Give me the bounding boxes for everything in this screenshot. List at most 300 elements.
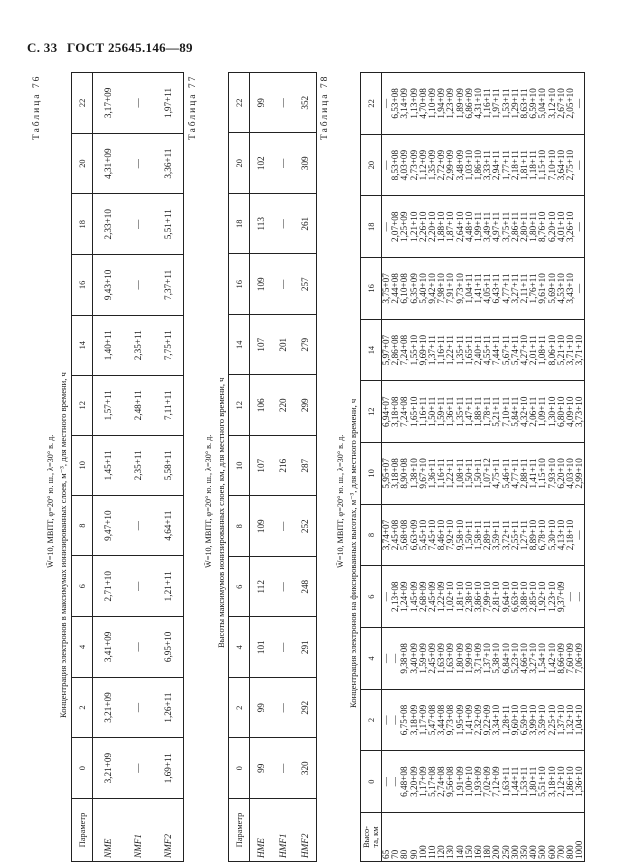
value-cell: — [575,196,585,258]
value-cell: 2,99+10 [575,443,585,505]
value-cell: 2,73+09 [410,134,419,196]
page-header [27,40,199,56]
value-cell: 3,71+10 [575,319,585,381]
value-cell: — [391,628,400,690]
value-cell: 216 [272,436,294,497]
hour-header: 2 [361,689,382,751]
value-cell: 3,18+08 [391,381,400,443]
hour-header: 4 [229,617,250,678]
value-cell: 2,12+10 [557,751,566,813]
value-cell: 4,31+09 [93,133,124,194]
value-cell: 7,24+08 [400,381,409,443]
value-cell: 1,21+10 [410,196,419,258]
value-cell: 1,44+11 [511,751,520,813]
value-cell: 3,59+10 [538,689,547,751]
value-cell: 1,07+12 [483,443,492,505]
height-cell: 200 [492,813,501,862]
value-cell: 1,97+11 [153,73,184,134]
value-cell: 6,80+10 [557,381,566,443]
value-cell: 2,94+11 [492,134,501,196]
hour-header: 22 [72,73,93,134]
value-cell: — [123,194,153,255]
value-cell: 3,18+09 [410,689,419,751]
value-cell: 1,55+10 [410,319,419,381]
hour-header: 14 [72,315,93,375]
value-cell: 1,81+11 [520,134,529,196]
param-header: Параметр [72,799,93,862]
value-cell: 4,31+10 [474,73,483,135]
value-cell: 109 [250,254,273,315]
value-cell: 7,37+11 [153,255,184,316]
value-cell: 9,42+10 [428,258,437,320]
value-cell: 3,71+09 [474,628,483,690]
value-cell: 1,91+09 [456,751,465,813]
value-cell: 1,00+10 [465,751,474,813]
value-cell: 1,15+10 [538,443,547,505]
value-cell: 1,16+11 [483,73,492,135]
value-cell: 6,63+10 [511,566,520,628]
value-cell: — [272,617,294,678]
value-cell: 2,35+11 [123,315,153,375]
value-cell: 7,11+11 [153,375,184,435]
value-cell: 2,85+10 [529,566,538,628]
height-cell: 110 [428,813,437,862]
param-cell: NMF2 [153,799,184,862]
table-76 [71,72,184,862]
value-cell: 1,92+10 [538,566,547,628]
value-cell: 4,75+11 [492,443,501,505]
value-cell: — [382,566,392,628]
value-cell: 1,26+11 [153,677,184,738]
value-cell: 6,53+08 [391,73,400,135]
value-cell: 3,20+09 [410,751,419,813]
hour-header: 22 [229,73,250,134]
value-cell: 1,63+09 [437,628,446,690]
value-cell: 1,63+09 [446,628,455,690]
value-cell: — [575,134,585,196]
param-cell: HMF1 [272,799,294,862]
value-cell: 9,47+10 [93,495,124,556]
value-cell: 1,13+09 [410,73,419,135]
height-cell: 90 [410,813,419,862]
hour-header: 18 [229,194,250,255]
value-cell: 9,64+10 [502,566,511,628]
value-cell: 9,43+10 [93,255,124,316]
value-cell: 107 [250,436,273,497]
value-cell: 3,49+11 [483,196,492,258]
height-cell: 600 [548,813,557,862]
value-cell: 1,25+09 [400,196,409,258]
value-cell: 2,64+10 [456,196,465,258]
value-cell: — [272,496,294,557]
value-cell: 1,94+09 [437,73,446,135]
value-cell: 7,98+10 [437,258,446,320]
value-cell: 1,95+09 [456,689,465,751]
header-row [72,73,93,862]
value-cell: 1,17+09 [419,689,428,751]
value-cell: 2,80+11 [520,196,529,258]
value-cell: 2,33+10 [93,194,124,255]
height-cell: 140 [456,813,465,862]
value-cell: 5,84+11 [511,381,520,443]
value-cell: 2,45+08 [391,504,400,566]
value-cell: 3,36+11 [153,133,184,194]
hour-header: 16 [229,254,250,315]
height-cell: 180 [483,813,492,862]
value-cell: 4,01+10 [557,196,566,258]
value-cell: 248 [294,557,317,618]
value-cell: 1,36+10 [575,751,585,813]
value-cell: 7,44+11 [492,319,501,381]
value-cell: 9,73+08 [446,689,455,751]
value-cell: 1,58+11 [474,504,483,566]
hour-header: 10 [72,435,93,495]
value-cell: 2,68+09 [419,566,428,628]
table-77-condition: W̄=10, МВПТ, φ=20° ю. ш., λ=30° в. д. [204,434,213,568]
value-cell: 287 [294,436,317,497]
value-cell: — [382,196,392,258]
value-cell: 1,99+11 [474,196,483,258]
value-cell: 3,74+07 [382,504,392,566]
value-cell: 3,73+10 [575,381,585,443]
value-cell: 1,89+09 [456,73,465,135]
value-cell: 5,68+08 [400,504,409,566]
hour-header: 20 [72,133,93,194]
value-cell: 2,48+11 [123,375,153,435]
value-cell: 1,80+11 [529,751,538,813]
value-cell: 2,99+09 [446,134,455,196]
value-cell: 3,21+09 [93,677,124,738]
value-cell: 1,16+11 [437,443,446,505]
value-cell: 2,32+09 [474,689,483,751]
value-cell: 9,22+09 [483,689,492,751]
hour-header: 16 [72,255,93,316]
hour-header: 16 [361,258,382,320]
value-cell: 4,55+11 [483,319,492,381]
value-cell: — [272,678,294,739]
value-cell: 291 [294,617,317,678]
hour-header: 10 [361,443,382,505]
value-cell: 7,06+09 [575,628,585,690]
hour-header: 2 [229,678,250,739]
value-cell: 1,16+11 [437,319,446,381]
value-cell: 1,18+11 [529,134,538,196]
header-row [361,73,382,862]
value-cell: — [382,73,392,135]
value-cell: 1,04+11 [465,258,474,320]
height-header: Высо- та, км [361,813,382,862]
table-row [272,73,294,862]
value-cell: 279 [294,315,317,376]
value-cell: 3,41+09 [93,617,124,678]
value-cell: 6,10+08 [400,258,409,320]
value-cell: 1,35+09 [428,134,437,196]
height-cell: 100 [419,813,428,862]
value-cell: 2,88+11 [520,443,529,505]
value-cell: 1,23+10 [548,566,557,628]
value-cell: 5,23+10 [511,628,520,690]
hour-header: 12 [72,375,93,435]
value-cell: 4,13+10 [557,504,566,566]
hour-header: 6 [361,566,382,628]
value-cell: 3,34+10 [492,689,501,751]
value-cell: 7,02+09 [483,751,492,813]
value-cell: 1,02+10 [446,566,455,628]
value-cell: 3,17+09 [93,73,124,134]
value-cell: 1,16+11 [419,381,428,443]
value-cell: 1,88+10 [437,196,446,258]
param-cell: HMF2 [294,799,317,862]
height-cell: 700 [557,813,566,862]
value-cell: — [123,677,153,738]
value-cell: 6,84+10 [502,628,511,690]
value-cell: — [391,689,400,751]
table-78-label: Таблица 78 [320,74,330,140]
value-cell: 7,75+11 [153,315,184,375]
value-cell: — [382,751,392,813]
value-cell: 1,38+10 [410,443,419,505]
value-cell: 1,09+11 [538,381,547,443]
value-cell: 5,69+10 [548,258,557,320]
value-cell: 1,77+11 [502,134,511,196]
value-cell: 5,21+11 [492,381,501,443]
page-number: С. 33 [27,40,58,55]
value-cell: 6,59+10 [529,73,538,135]
table-row [294,73,317,862]
value-cell: 7,60+09 [566,628,575,690]
value-cell: — [382,628,392,690]
value-cell: 2,72+09 [437,134,446,196]
value-cell: 3,64+10 [557,134,566,196]
value-cell: 2,40+11 [474,319,483,381]
hour-header: 4 [72,617,93,678]
value-cell: 1,32+10 [566,689,575,751]
table-77-caption: Высоты максимумов ионизированных слоев, км, для местного времени, ч [216,377,226,648]
value-cell: 6,20+10 [548,196,557,258]
value-cell: 1,50+11 [465,443,474,505]
table-76-caption: Концентрация электронов в максимумах ионизированных слоев, м⁻³, для местного времени, ч [58,372,68,718]
value-cell: 1,86+10 [566,751,575,813]
value-cell: 99 [250,738,273,799]
value-cell: 109 [250,496,273,557]
value-cell: 2,74+08 [437,751,446,813]
value-cell: 5,04+10 [538,73,547,135]
value-cell: 2,25+10 [548,689,557,751]
table-78-condition: W̄=10, МВПТ, φ=20° ю. ш., λ=30° в. д. [336,434,345,568]
value-cell: 2,81+10 [492,566,501,628]
param-cell: NME [93,799,124,862]
value-cell: 1,27+11 [520,504,529,566]
value-cell: 5,95+07 [382,443,392,505]
value-cell: — [272,194,294,255]
value-cell: 3,48+09 [456,134,465,196]
value-cell: 3,72+11 [502,504,511,566]
hour-header: 0 [361,751,382,813]
value-cell: 4,70+08 [419,73,428,135]
value-cell: 1,69+11 [153,738,184,799]
value-cell: 3,86+10 [474,566,483,628]
value-cell: 2,86+08 [391,319,400,381]
value-cell: 320 [294,738,317,799]
height-cell: 80 [400,813,409,862]
hour-header: 0 [229,738,250,799]
value-cell: 4,03+09 [400,134,409,196]
value-cell: — [391,751,400,813]
value-cell: 1,21+11 [153,556,184,617]
value-cell: — [575,73,585,135]
value-cell: — [272,738,294,799]
value-cell: 6,95+10 [153,617,184,678]
value-cell: 1,41+11 [529,443,538,505]
hour-header: 6 [72,556,93,617]
value-cell: 1,12+09 [419,134,428,196]
value-cell: 1,22+11 [446,319,455,381]
value-cell: 8,76+10 [538,196,547,258]
value-cell: 99 [250,73,273,134]
value-cell: 4,77+11 [502,258,511,320]
hour-header: 8 [229,496,250,557]
value-cell: 1,36+11 [446,381,455,443]
value-cell: 2,45+09 [428,628,437,690]
height-cell: 1000 [575,813,585,862]
value-cell: 2,55+11 [511,504,520,566]
value-cell: 2,06+11 [529,381,538,443]
height-cell: 150 [465,813,474,862]
param-cell: HME [250,799,273,862]
height-cell: 70 [391,813,400,862]
value-cell: 1,36+11 [428,443,437,505]
value-cell: 3,40+09 [410,628,419,690]
value-cell: 8,63+11 [520,73,529,135]
value-cell: — [123,738,153,799]
hour-header: 2 [72,677,93,738]
value-cell: 1,35+11 [456,319,465,381]
table-77-label: Таблица 77 [188,74,198,140]
table-76-label: Таблица 76 [32,74,42,140]
value-cell: 4,03+10 [566,443,575,505]
value-cell: 1,80+11 [529,196,538,258]
hour-header: 18 [361,196,382,258]
value-cell: 99 [250,678,273,739]
value-cell: 2,18+11 [511,134,520,196]
value-cell: 4,32+10 [520,381,529,443]
value-cell: — [272,557,294,618]
value-cell: — [123,255,153,316]
value-cell: — [272,133,294,194]
value-cell: 1,65+11 [465,319,474,381]
value-cell: — [272,73,294,134]
value-cell: 1,24+09 [400,566,409,628]
value-cell: 299 [294,375,317,436]
header-row [229,73,250,862]
value-cell: 3,18+10 [548,751,557,813]
table-76-condition: W̄=10, МВПТ, φ=20° ю. ш., λ=30° в. д. [46,434,55,568]
value-cell: 7,10+10 [548,134,557,196]
value-cell: 2,44+08 [391,258,400,320]
value-cell: 9,69+10 [419,319,428,381]
value-cell: 101 [250,617,273,678]
value-cell: 3,75+07 [382,258,392,320]
value-cell: 3,26+10 [566,196,575,258]
table-row [250,73,273,862]
value-cell: 1,86+10 [474,134,483,196]
value-cell: 1,22+09 [437,566,446,628]
rotated-tables [28,58,593,868]
value-cell: 1,50+11 [428,381,437,443]
value-cell: — [575,258,585,320]
value-cell: 3,14+09 [400,73,409,135]
value-cell: 1,78+11 [483,381,492,443]
value-cell: 4,97+11 [492,196,501,258]
table-row [123,73,153,862]
value-cell: 2,35+11 [123,435,153,495]
value-cell: 1,30+10 [548,381,557,443]
value-cell: 3,33+11 [483,134,492,196]
value-cell: 7,93+10 [548,443,557,505]
hour-header: 6 [229,557,250,618]
height-cell: 300 [511,813,520,862]
height-cell: 160 [474,813,483,862]
value-cell: — [123,617,153,678]
value-cell: 1,35+11 [456,381,465,443]
value-cell: 1,15+10 [538,134,547,196]
value-cell: 1,40+11 [93,315,124,375]
hour-header: 20 [229,133,250,194]
value-cell: 292 [294,678,317,739]
hour-header: 14 [361,319,382,381]
value-cell: 8,89+10 [529,504,538,566]
value-cell: 1,81+10 [456,566,465,628]
value-cell: 9,38+08 [400,628,409,690]
value-cell: — [123,556,153,617]
height-cell: 400 [529,813,538,862]
value-cell: 1,10+09 [428,73,437,135]
value-cell: 261 [294,194,317,255]
value-cell: 1,23+09 [446,73,455,135]
height-cell: 250 [502,813,511,862]
value-cell: 309 [294,133,317,194]
value-cell: 1,42+10 [548,628,557,690]
value-cell: 6,43+11 [492,258,501,320]
value-cell: 3,99+10 [529,689,538,751]
value-cell: 8,90+08 [400,443,409,505]
value-cell: — [272,254,294,315]
value-cell: 2,07+08 [391,196,400,258]
hour-header: 0 [72,738,93,799]
value-cell: — [566,566,575,628]
value-cell: 1,03+10 [465,134,474,196]
value-cell: — [382,689,392,751]
value-cell: 4,48+10 [465,196,474,258]
value-cell: 1,59+11 [437,381,446,443]
height-cell: 500 [538,813,547,862]
value-cell: 1,47+11 [465,381,474,443]
value-cell: 8,53+08 [391,134,400,196]
value-cell: 5,58+11 [153,435,184,495]
value-cell: 8,06+10 [548,319,557,381]
value-cell: 5,74+11 [511,319,520,381]
hour-header: 20 [361,134,382,196]
value-cell: 2,01+11 [529,319,538,381]
value-cell: 1,41+11 [474,258,483,320]
value-cell: 4,53+10 [557,258,566,320]
height-cell: 65 [382,813,392,862]
value-cell: 3,71+10 [566,319,575,381]
value-cell: 352 [294,73,317,134]
table-78-caption: Концентрация электронов на фиксированных высотах, м⁻³, для местного времени, ч [348,398,358,708]
table-78 [360,72,585,862]
table-77 [228,72,317,862]
